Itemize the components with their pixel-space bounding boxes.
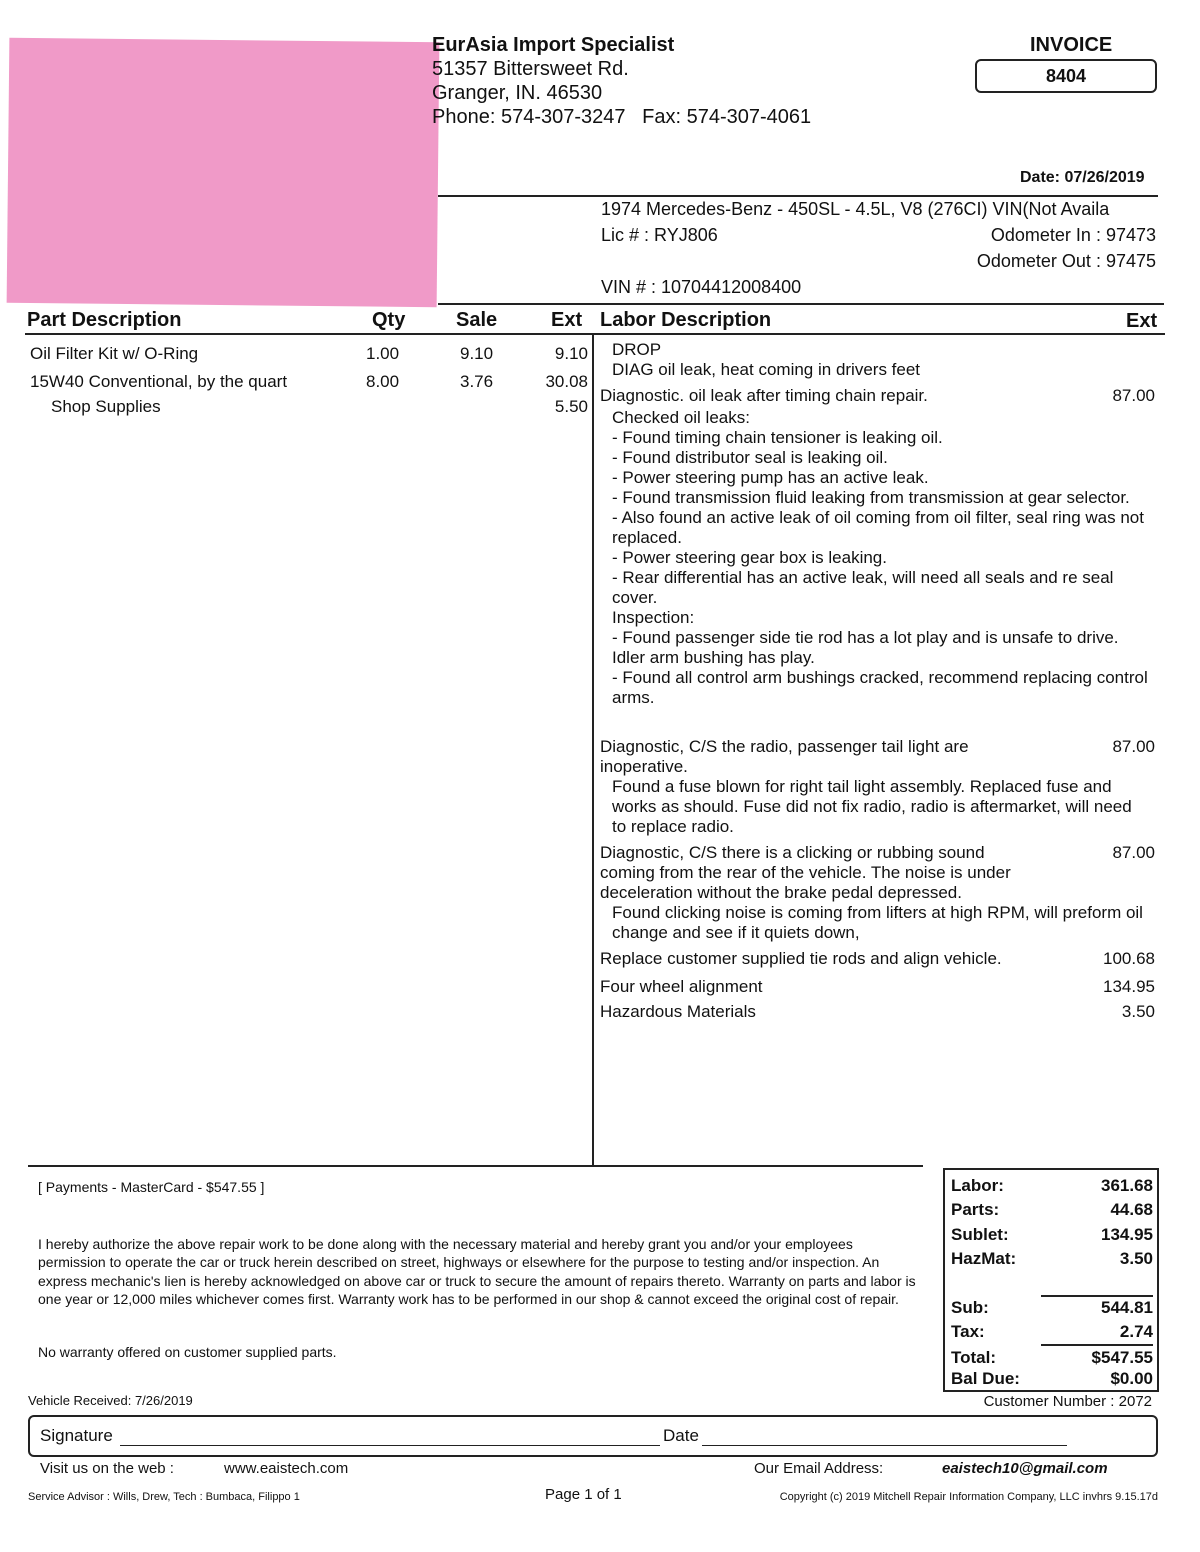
vehicle-received: Vehicle Received: 7/26/2019 [28,1393,193,1408]
vehicle-vin: VIN # : 10704412008400 [601,277,802,297]
part-row-ext: 5.50 [554,397,588,416]
labor-item-title: Hazardous Materials [600,1002,756,1021]
labor-item-title: Four wheel alignment [600,977,763,996]
labor-item-amount: 134.95 [1103,977,1155,996]
signature-box [28,1415,1158,1457]
labor-drop: DROP [612,340,662,359]
date-line [702,1445,1067,1446]
labor-note: - Rear differential has an active leak, will need all seals and re seal cover. [612,568,1114,607]
total-labor: Labor: 361.68 [951,1176,1153,1195]
web-label: Visit us on the web : [40,1460,174,1477]
signature-line [120,1445,660,1446]
labor-note: Checked oil leaks: [612,408,750,427]
labor-note: - Also found an active leak of oil coming from oil filter, seal ring was not replaced. [612,508,1144,547]
parts-header-qty: Qty [372,309,406,331]
labor-note: - Found all control arm bushings cracked, recommend replacing control arms. [612,668,1148,707]
labor-diag-note: DIAG oil leak, heat coming in drivers feet [612,360,921,379]
labor-item-amount: 100.68 [1103,949,1155,968]
labor-note: - Found timing chain tensioner is leaking oil. [612,428,943,447]
labor-item-title-cont: inoperative. [600,757,688,776]
labor-note: - Found transmission fluid leaking from transmission at gear selector. [612,488,1130,507]
email-link[interactable]: eaistech10@gmail.com [942,1460,1108,1477]
company-name: EurAsia Import Specialist [432,34,675,56]
service-advisor: Service Advisor : Wills, Drew, Tech : Bumbaca, Filippo 1 [28,1491,300,1503]
divider [438,195,1158,197]
part-row-sale: 3.76 [460,372,494,391]
total-sub: Sub: 544.81 [951,1298,1153,1317]
labor-item-title: Diagnostic, C/S there is a clicking or rubbing sound [600,843,985,862]
payment-line: [ Payments - MasterCard - $547.55 ] [38,1179,265,1195]
part-row-desc: Oil Filter Kit w/ O-Ring [30,344,199,363]
part-row-ext: 9.10 [554,344,588,363]
vehicle-description: 1974 Mercedes-Benz - 450SL - 4.5L, V8 (276CI) VIN(Not Availa [601,199,1110,219]
total-parts: Parts: 44.68 [951,1200,1153,1219]
labor-item-amount: 87.00 [1112,843,1155,862]
company-city: Granger, IN. 46530 [432,82,603,104]
labor-note: Inspection: [612,608,695,627]
labor-note: - Found passenger side tie rod has a lot play and is unsafe to drive. Idler arm bushing has play. [612,628,1119,667]
invoice-label: INVOICE [1030,34,1113,56]
labor-item-title: Replace customer supplied tie rods and align vehicle. [600,949,1002,968]
redaction-block [7,38,440,307]
parts-header-desc: Part Description [27,309,182,331]
labor-item-title: Diagnostic, C/S the radio, passenger tail light are [600,737,969,756]
odometer-in: Odometer In : 97473 [990,225,1156,245]
labor-header-ext: Ext [1126,310,1158,332]
company-info [432,33,811,129]
labor-item [600,843,1155,863]
no-warranty-text: No warranty offered on customer supplied parts. [38,1344,337,1360]
total-tax: Tax: 2.74 [951,1322,1153,1341]
labor-note: Found a fuse blown for right tail light assembly. Replaced fuse and works as should. Fuse did not fix radio, radio is aftermarket, will need to replace radio. [612,777,1132,836]
part-row-qty: 8.00 [366,372,400,391]
labor-item [600,737,1155,757]
labor-note: - Power steering pump has an active leak. [612,468,929,487]
part-row-ext: 30.08 [545,372,588,391]
page-number: Page 1 of 1 [545,1486,622,1503]
signature-label: Signature [40,1426,113,1445]
customer-number: Customer Number : 2072 [983,1393,1152,1410]
vehicle-lic: Lic # : RYJ806 [601,225,718,245]
invoice-date: Date: 07/26/2019 [1020,169,1145,186]
totals-box [943,1168,1159,1392]
labor-header-desc: Labor Description [600,309,772,331]
labor-item-amount: 87.00 [1112,737,1155,756]
labor-note: - Power steering gear box is leaking. [612,548,887,567]
labor-item-notes [612,903,1152,943]
divider [1041,1295,1153,1297]
invoice-number: 8404 [975,59,1157,93]
labor-item [600,1002,1155,1022]
header-rule [25,333,1165,335]
company-phone-fax: Phone: 574-307-3247 Fax: 574-307-4061 [432,106,812,128]
email-label: Our Email Address: [754,1460,884,1477]
labor-item [600,386,1155,406]
parts-header-sale: Sale [456,309,498,331]
labor-item-notes [612,777,1142,837]
labor-item [600,949,1155,969]
divider [1041,1344,1153,1346]
odometer-out: Odometer Out : 97475 [976,251,1156,271]
divider [438,303,1164,305]
date-label: Date [663,1426,699,1445]
labor-item-notes [612,408,1152,708]
part-row-desc: 15W40 Conventional, by the quart [30,372,288,391]
total-sublet: Sublet: 134.95 [951,1225,1153,1244]
legal-text: I hereby authorize the above repair work to be done along with the necessary material and hereby grant you and/or your employees permission to operate the car or truck herein described on street, highways or elsewhere for the purpose to testing and/or inspection. An express mechanic's lien is hereby acknowledged on above car or truck to secure the amount of repairs thereto. Warranty on parts and labor is one year or 12,000 miles whichever comes first. Warranty work has to be performed in our shop & cannot exceed the original cost of repair. [38,1236,916,1307]
company-address: 51357 Bittersweet Rd. [432,58,629,80]
copyright: Copyright (c) 2019 Mitchell Repair Information Company, LLC invhrs 9.15.17d [779,1491,1158,1503]
labor-item-title: Diagnostic. oil leak after timing chain repair. [600,386,928,405]
labor-note: - Found distributor seal is leaking oil. [612,448,888,467]
labor-item [600,977,1155,997]
part-row-qty: 1.00 [366,344,400,363]
part-row-desc: Shop Supplies [51,397,161,416]
labor-item-amount: 87.00 [1112,386,1155,405]
divider [28,1165,923,1167]
part-row-sale: 9.10 [460,344,494,363]
parts-header-ext: Ext [551,309,583,331]
labor-item-title-cont: coming from the rear of the vehicle. The noise is under deceleration without the brake pedal depressed. [600,863,1011,902]
column-divider [592,335,594,1167]
labor-note: Found clicking noise is coming from lifters at high RPM, will preform oil change and see if it quiets down, [612,903,1143,942]
web-link[interactable]: www.eaistech.com [224,1460,349,1477]
total-hazmat: HazMat: 3.50 [951,1249,1153,1268]
total-bal-due: Bal Due: $0.00 [951,1369,1153,1388]
total-total: Total: $547.55 [951,1348,1153,1367]
labor-item-amount: 3.50 [1121,1002,1155,1021]
